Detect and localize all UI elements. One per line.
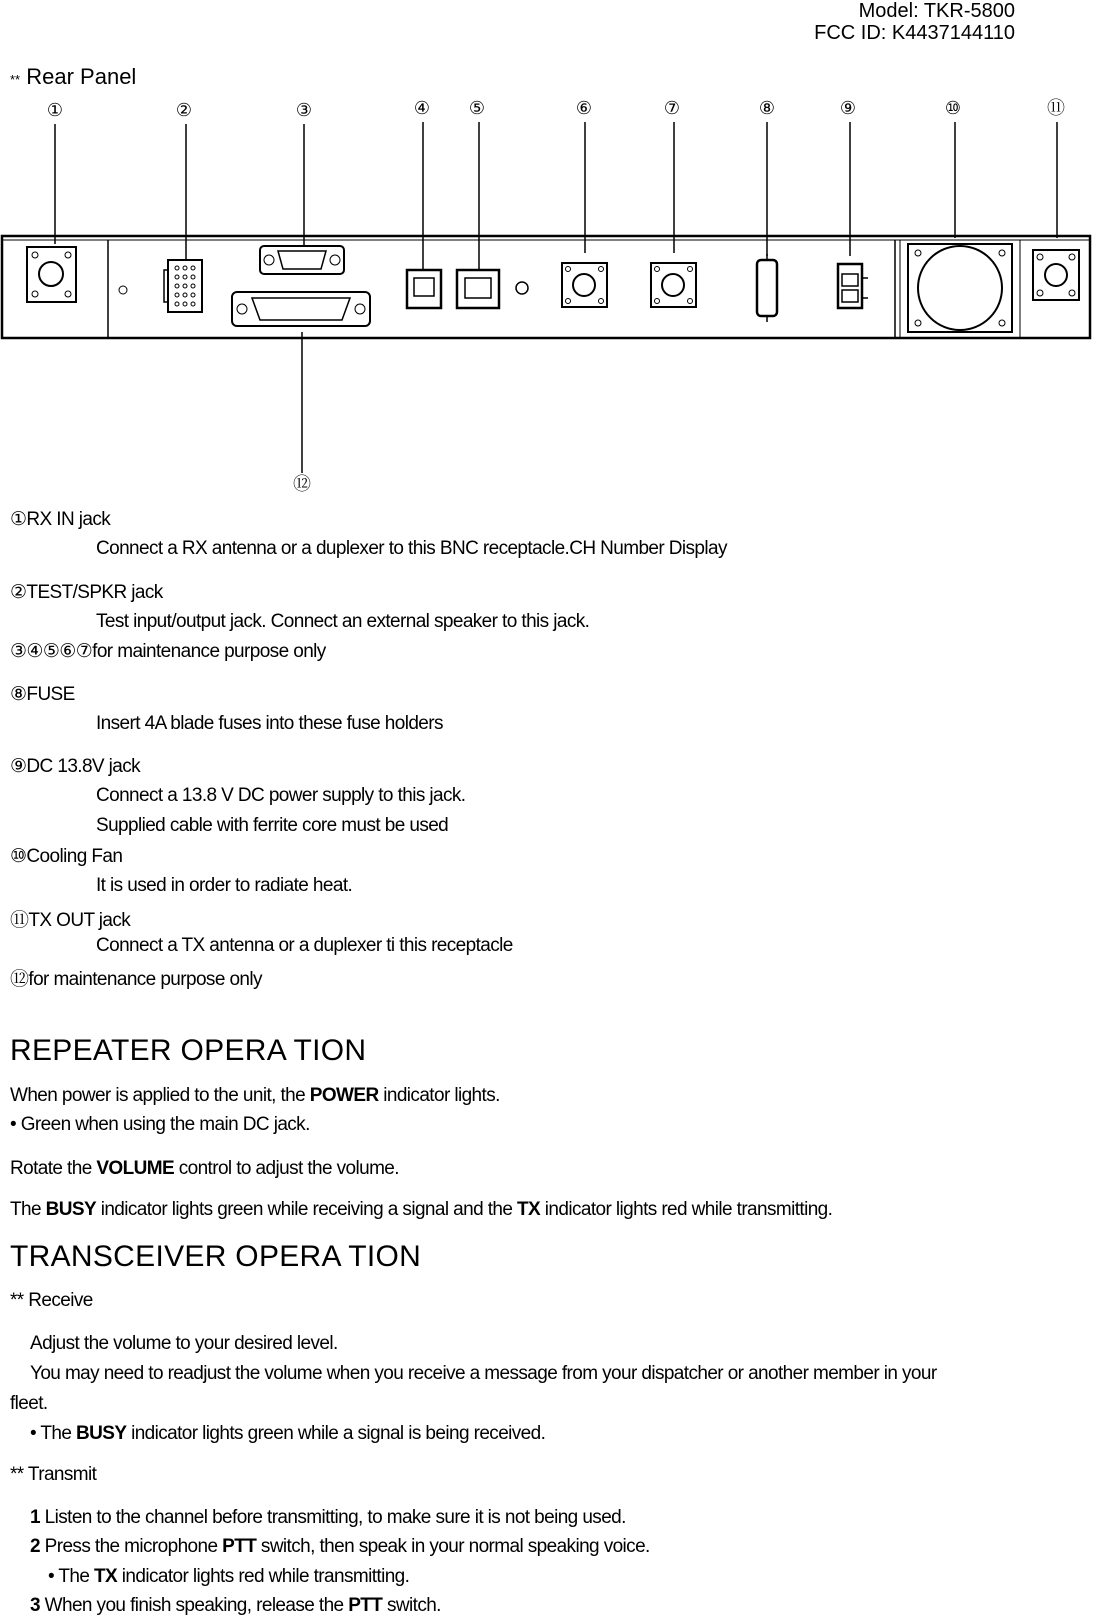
dc-text-1: Connect a 13.8 V DC power supply to this jack. [96, 785, 466, 806]
fuse-text: Insert 4A blade fuses into these fuse holders [96, 713, 443, 734]
rx-in-text: Connect a RX antenna or a duplexer to this BNC receptacle.CH Number Display [96, 538, 727, 559]
fcc-id-label: FCC ID: K4437144110 [814, 22, 1015, 44]
dc-title: ⑨DC 13.8V jack [10, 756, 141, 777]
callout-2: ② [175, 100, 193, 121]
callout-12: ⑫ [293, 474, 311, 495]
transmit-step-3: 3 When you finish speaking, release the PTT switch. [30, 1595, 441, 1616]
callout-3: ③ [295, 100, 313, 121]
rear-panel-title: ** Rear Panel [10, 64, 137, 89]
repeater-power-text: When power is applied to the unit, the POWER indicator lights. [10, 1085, 500, 1106]
repeater-busy-text: The BUSY indicator lights green while receiving a signal and the TX indicator lights red while transmitting. [10, 1199, 833, 1220]
receive-text-1: Adjust the volume to your desired level. [30, 1333, 338, 1354]
callout-7: ⑦ [663, 98, 681, 119]
transmit-tx-bullet: • The TX indicator lights red while transmitting. [48, 1566, 410, 1587]
receive-busy-text: • The BUSY indicator lights green while a signal is being received. [30, 1423, 546, 1444]
transmit-step-2: 2 Press the microphone PTT switch, then speak in your normal speaking voice. [30, 1536, 650, 1557]
callout-5: ⑤ [468, 98, 486, 119]
repeater-green-text: • Green when using the main DC jack. [10, 1114, 310, 1135]
rx-in-title: ①RX IN jack [10, 509, 111, 530]
test-title: ②TEST/SPKR jack [10, 582, 163, 603]
test-text: Test input/output jack. Connect an external speaker to this jack. [96, 611, 590, 632]
transmit-label: ** Transmit [10, 1464, 97, 1485]
model-label: Model: TKR-5800 [858, 0, 1015, 22]
repeater-heading: REPEATER OPERA TION [10, 1034, 367, 1067]
tx-text: Connect a TX antenna or a duplexer ti this receptacle [96, 935, 513, 956]
maintenance-title: ③④⑤⑥⑦for maintenance purpose only [10, 641, 326, 662]
transceiver-heading: TRANSCEIVER OPERA TION [10, 1240, 422, 1273]
callout-11: ⑪ [1047, 98, 1065, 119]
transmit-step-1: 1 Listen to the channel before transmitting, to make sure it is not being used. [30, 1507, 626, 1528]
dc-text-2: Supplied cable with ferrite core must be used [96, 815, 449, 836]
callout-10: ⑩ [944, 98, 962, 119]
callout-8: ⑧ [758, 98, 776, 119]
callout-4: ④ [413, 98, 431, 119]
maintenance-2-title: ⑫for maintenance purpose only [10, 969, 262, 990]
callout-1: ① [46, 100, 64, 121]
callout-6: ⑥ [575, 98, 593, 119]
receive-text-2: You may need to readjust the volume when you receive a message from your dispatcher or another member in your [30, 1363, 937, 1384]
fan-text: It is used in order to radiate heat. [96, 875, 353, 896]
callout-9: ⑨ [839, 98, 857, 119]
rear-panel-diagram [0, 88, 1095, 498]
receive-label: ** Receive [10, 1290, 93, 1311]
tx-title: ⑪TX OUT jack [10, 910, 131, 931]
fuse-title: ⑧FUSE [10, 684, 75, 705]
repeater-volume-text: Rotate the VOLUME control to adjust the volume. [10, 1158, 399, 1179]
fan-title: ⑩Cooling Fan [10, 846, 123, 867]
receive-text-3: fleet. [10, 1393, 48, 1414]
